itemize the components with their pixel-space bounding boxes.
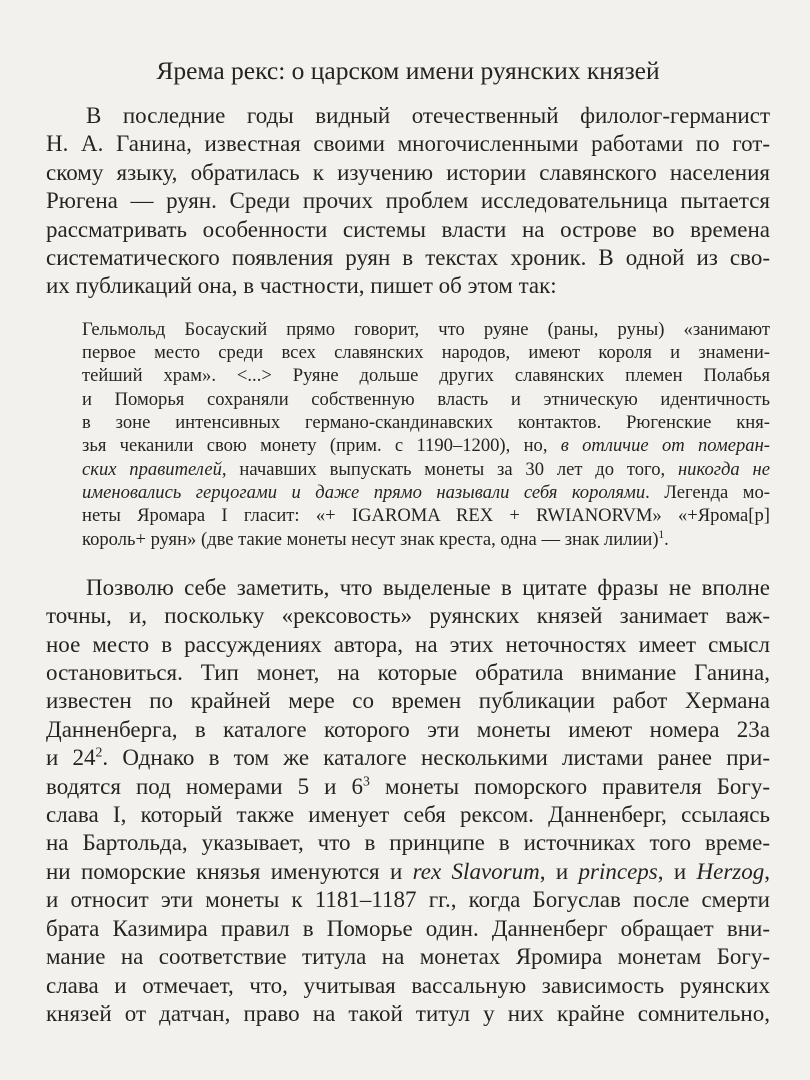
footnote-marker[interactable]: 3 (363, 773, 370, 788)
text-line: Н. А. Ганина, известная своими многочисленными работами по гот- (46, 131, 770, 157)
main-paragraph (46, 574, 770, 1029)
block-quotation (82, 318, 770, 551)
quote-line: в зоне интенсивных германо-скандинавских контактов. Рюгенские кня- (82, 412, 770, 434)
quote-text: зья чеканили свою монету (прим. с 1190–1200), но, (82, 435, 561, 457)
latin-term: rex Slavorum (412, 858, 540, 884)
text-line (46, 858, 770, 886)
text-line: брата Казимира правил в Поморье один. Данненберг обращает вни- (46, 915, 770, 941)
text-segment: монеты поморского правителя Богу- (369, 773, 770, 799)
quote-text: король+ руян» (две такие монеты несут знак креста, одна — знак лилии) (82, 528, 659, 550)
latin-term: princeps (578, 858, 658, 884)
text-line: В последние годы видный отечественный филолог-германист (86, 103, 770, 128)
quote-line (82, 458, 770, 481)
text-line: систематического появления руян в текстах хроник. В одной из сво- (46, 245, 770, 271)
german-term: Herzog (696, 858, 765, 884)
quote-emphasis: никогда не (677, 458, 771, 480)
quote-emphasis: именовались герцогами и даже прямо называли себя королями (82, 481, 646, 503)
text-line: рассматривать особенности системы власти на острове во времена (46, 216, 770, 242)
intro-paragraph (46, 102, 770, 301)
text-line: скому языку, обратилась к изучению истории славянского населения (46, 159, 770, 185)
text-segment: . Однако в том же каталоге несколькими листами ранее при- (102, 745, 770, 771)
text-line: Позволю себе заметить, что выделеные в цитате фразы не вполне (86, 574, 770, 600)
footnote-marker[interactable]: 2 (95, 744, 103, 760)
text-line: их публикаций она, в частности, пишет об этом так: (46, 273, 557, 299)
text-line: князей от датчан, право на такой титул у них крайне сомнительно, (46, 1000, 770, 1026)
quote-line: и Поморья сохраняли собственную власть и этническую идентичность (82, 388, 770, 410)
quote-line: неты Яромара I гласит: «+ IGAROMA REX + RWIANORVM» «+Ярома[р] (82, 505, 770, 527)
text-line: точны, и, поскольку «рексовость» руянских князей занимает важ- (46, 603, 770, 629)
text-line (46, 773, 770, 801)
quote-line: первое место среди всех славянских народов, имеют короля и знамени- (82, 342, 770, 364)
text-segment: ни поморские князья именуются и (46, 858, 413, 884)
text-line: остановиться. Тип монет, на которые обратила внимание Ганина, (46, 660, 770, 686)
quote-text: . (664, 528, 669, 550)
text-line: известен по крайней мере со времен публикации работ Хермана (46, 688, 770, 714)
quote-line (82, 434, 770, 457)
text-segment: и 24 (46, 745, 96, 771)
quote-line: Гельмольд Босауский прямо говорит, что руяне (раны, руны) «занимают (82, 318, 770, 340)
text-line: ное место в рассуждениях автора, на этих неточностях имеет смысл (46, 631, 770, 657)
text-line (46, 744, 770, 772)
text-line: мание на соответствие титула на монетах Яромира монетам Богу- (46, 944, 770, 970)
text-line: Данненберга, в каталоге которого эти монеты имеют номера 23а (46, 716, 770, 742)
quote-line: тейший храм». <...> Руяне дольше других славянских племен Полабья (82, 365, 770, 387)
text-line: и относит эти монеты к 1181–1187 гг., когда Богуслав после смерти (46, 887, 770, 913)
text-line: на Бартольда, указывает, что в принципе в источниках того време- (46, 830, 770, 856)
text-segment: , (764, 858, 771, 884)
quote-line (82, 481, 770, 504)
text-line: слава и отмечает, что, учитывая вассальную зависимость руянских (46, 972, 770, 998)
footnote-marker[interactable]: 1 (658, 528, 665, 541)
quote-text: . Легенда мо- (645, 481, 770, 503)
quote-text: , начавших выпускать монеты за 30 лет до того, (221, 458, 678, 480)
text-segment: , и (539, 858, 579, 884)
quote-line (82, 528, 770, 551)
text-line: слава I, который также именует себя рексом. Данненберг, ссылаясь (46, 802, 770, 828)
text-segment: , и (657, 858, 697, 884)
text-segment: водятся под номерами 5 и 6 (46, 773, 364, 799)
quote-emphasis: ских правителей (82, 458, 222, 480)
text-line: Рюгена — руян. Среди прочих проблем исследовательница пытается (46, 188, 770, 214)
quote-emphasis: в отличие от померан- (560, 435, 770, 457)
article-title: Ярема рекс: о царском имени руянских князей (156, 56, 660, 85)
